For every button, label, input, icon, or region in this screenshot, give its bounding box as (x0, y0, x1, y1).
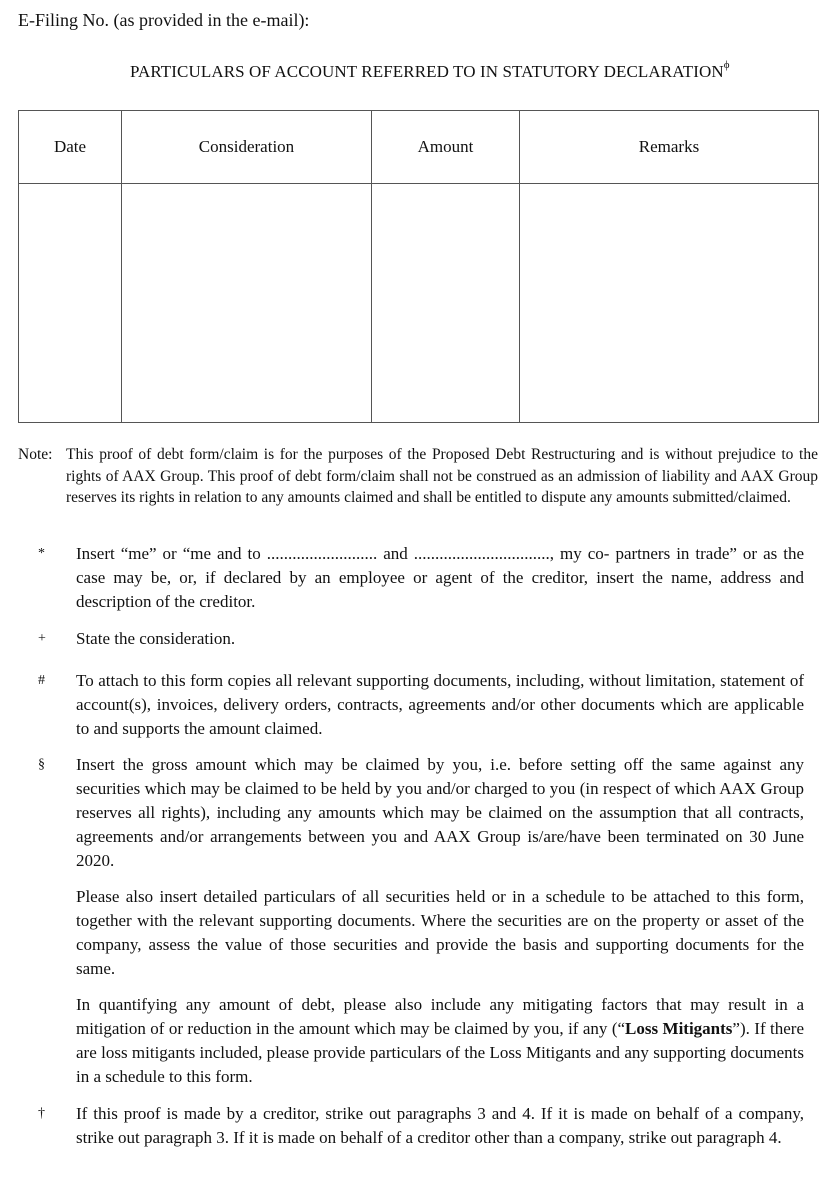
footnote-dagger (18, 1102, 804, 1162)
table-header-row (19, 111, 819, 184)
plus-mark: + (38, 631, 46, 646)
footnote-text: Insert “me” or “me and to .......................... and ................................, my co- partners in trade” or as the case may be, or, if declared by an employee or agent of the creditor, insert the name, address and description of the creditor. (76, 544, 804, 611)
column-header-date: Date (19, 111, 122, 184)
consideration-cell[interactable] (122, 184, 372, 423)
footnote-plus (18, 627, 804, 663)
dagger-mark: † (38, 1106, 45, 1121)
amount-cell[interactable] (372, 184, 520, 423)
asterisk-mark: * (38, 546, 45, 561)
footnote-text-loss-mitigants: In quantifying any amount of debt, please also include any mitigating factors that may result in a mitigation of or reduction in the amount which may be claimed by you, if any (“Loss Mitigants”). If there are loss mitigants included, please provide particulars of the Loss Mitigants and any supporting documents in a schedule to this form. (76, 995, 804, 1086)
footnote-section (18, 753, 804, 1101)
column-header-amount: Amount (372, 111, 520, 184)
date-cell[interactable] (19, 184, 122, 423)
table-row (19, 184, 819, 423)
title-footnote-mark: ϕ (723, 59, 730, 71)
page-title (130, 59, 730, 82)
particulars-table (18, 110, 819, 423)
footnote-text: If this proof is made by a creditor, strike out paragraphs 3 and 4. If it is made on behalf of a company, strike out paragraph 3. If it is made on behalf of a creditor other than a company, strike out paragraph 4. (76, 1104, 804, 1147)
loss-mitigants-term: Loss Mitigants (625, 1019, 733, 1038)
efiling-number-label: E-Filing No. (as provided in the e-mail): (18, 10, 310, 30)
footnote-asterisk (18, 542, 804, 626)
remarks-cell[interactable] (520, 184, 819, 423)
note-text: This proof of debt form/claim is for the purposes of the Proposed Debt Restructuring and is without prejudice to the rights of AAX Group. This proof of debt form/claim shall not be construed as an admission of liability and AAX Group reserves its rights in relation to any amounts claimed and shall be entitled to dispute any amounts submitted/claimed. (66, 446, 818, 506)
footnote-hash (18, 669, 804, 753)
section-mark: § (38, 757, 45, 772)
title-text: PARTICULARS OF ACCOUNT REFERRED TO IN STATUTORY DECLARATION (130, 62, 724, 81)
column-header-consideration: Consideration (122, 111, 372, 184)
footnote-text: State the consideration. (76, 629, 236, 648)
note-section (18, 444, 818, 509)
note-label: Note: (18, 446, 53, 463)
column-header-remarks: Remarks (520, 111, 819, 184)
footnote-text: To attach to this form copies all relevant supporting documents, including, without limitation, statement of account(s), invoices, delivery orders, contracts, agreements and/or other documents which are applicable to and supports the amount claimed. (76, 671, 804, 738)
footnote-text-securities: Please also insert detailed particulars of all securities held or in a schedule to be attached to this form, together with the relevant supporting documents. Where the securities are on the property or asset of the company, assess the value of those securities and provide the basis and supporting documents for the same. (76, 887, 804, 978)
footnote-text: Insert the gross amount which may be claimed by you, i.e. before setting off the same against any securities which may be claimed to be held by you and/or charged to you (in respect of which AAX Group reserves all rights), including any amounts which may be claimed on the assumption that all contracts, agreements and/or arrangements between you and AAX Group is/are/have been terminated on 30 June 2020. (76, 755, 804, 870)
hash-mark: # (38, 673, 45, 688)
